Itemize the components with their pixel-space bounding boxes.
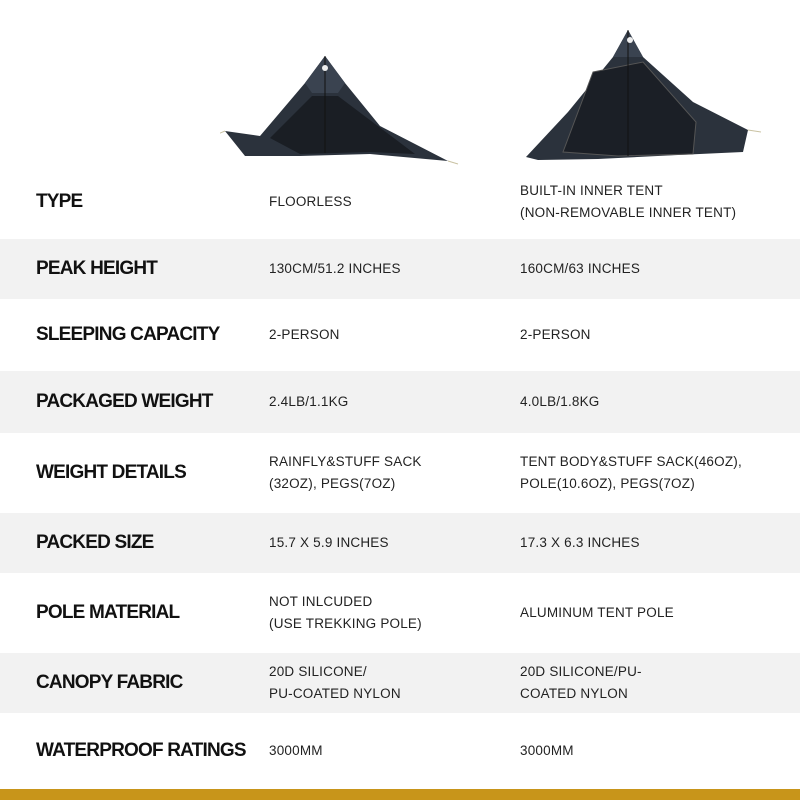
spec-label: SLEEPING CAPACITY xyxy=(36,324,220,345)
spec-row xyxy=(0,513,800,573)
spec-row xyxy=(0,371,800,433)
spec-value-line: 2-PERSON xyxy=(269,327,340,342)
spec-value-line: 20D SILICONE/PU- xyxy=(520,664,642,679)
spec-value-line: 130CM/51.2 INCHES xyxy=(269,261,401,276)
spec-table xyxy=(0,165,800,789)
spec-value-right xyxy=(520,602,674,624)
product-images-header xyxy=(0,0,800,165)
tent-inner-image xyxy=(518,22,763,167)
spec-value-line: ALUMINUM TENT POLE xyxy=(520,605,674,620)
spec-label: POLE MATERIAL xyxy=(36,602,180,623)
spec-label: PEAK HEIGHT xyxy=(36,258,158,279)
spec-value-line: 160CM/63 INCHES xyxy=(520,261,641,276)
spec-label: WEIGHT DETAILS xyxy=(36,462,186,483)
spec-label: CANOPY FABRIC xyxy=(36,672,183,693)
spec-row xyxy=(0,653,800,713)
spec-value-line: (USE TREKKING POLE) xyxy=(269,616,422,631)
spec-value-line: NOT INLCUDED xyxy=(269,594,373,609)
spec-value-line: 2-PERSON xyxy=(520,327,591,342)
spec-value-line: FLOORLESS xyxy=(269,194,352,209)
spec-value-left xyxy=(269,591,422,635)
spec-row xyxy=(0,713,800,789)
spec-value-line: BUILT-IN INNER TENT xyxy=(520,183,663,198)
spec-value-right xyxy=(520,258,640,280)
spec-row xyxy=(0,573,800,653)
spec-value-line: RAINFLY&STUFF SACK xyxy=(269,454,422,469)
spec-value-left xyxy=(269,391,349,413)
tent-floorless-image xyxy=(220,48,460,168)
spec-value-line: 3000MM xyxy=(520,743,574,758)
spec-value-right xyxy=(520,661,642,705)
accent-bar xyxy=(0,789,800,800)
spec-row xyxy=(0,299,800,371)
spec-value-line: 17.3 X 6.3 INCHES xyxy=(520,535,640,550)
spec-label: PACKAGED WEIGHT xyxy=(36,391,213,412)
spec-value-line: 4.0LB/1.8KG xyxy=(520,394,600,409)
spec-value-left xyxy=(269,324,340,346)
spec-value-line: TENT BODY&STUFF SACK(46OZ), xyxy=(520,454,742,469)
spec-value-left xyxy=(269,661,401,705)
spec-value-line: (32OZ), PEGS(7OZ) xyxy=(269,476,396,491)
spec-value-left xyxy=(269,532,389,554)
spec-value-right xyxy=(520,324,591,346)
spec-row xyxy=(0,165,800,239)
spec-value-line: POLE(10.6OZ), PEGS(7OZ) xyxy=(520,476,695,491)
spec-label: TYPE xyxy=(36,191,83,212)
spec-value-right xyxy=(520,740,574,762)
spec-value-right xyxy=(520,180,736,224)
spec-label: PACKED SIZE xyxy=(36,532,154,553)
spec-value-line: 20D SILICONE/ xyxy=(269,664,367,679)
spec-value-left xyxy=(269,740,323,762)
spec-row xyxy=(0,239,800,299)
spec-value-left xyxy=(269,191,352,213)
spec-value-right xyxy=(520,451,742,495)
spec-label: WATERPROOF RATINGS xyxy=(36,740,246,761)
spec-value-right xyxy=(520,532,640,554)
spec-value-line: 3000MM xyxy=(269,743,323,758)
spec-value-line: PU-COATED NYLON xyxy=(269,686,401,701)
spec-value-right xyxy=(520,391,600,413)
spec-value-left xyxy=(269,258,401,280)
spec-row xyxy=(0,433,800,513)
spec-value-line: 2.4LB/1.1KG xyxy=(269,394,349,409)
spec-value-line: COATED NYLON xyxy=(520,686,628,701)
spec-value-line: (NON-REMOVABLE INNER TENT) xyxy=(520,205,737,220)
spec-value-left xyxy=(269,451,422,495)
spec-value-line: 15.7 X 5.9 INCHES xyxy=(269,535,389,550)
